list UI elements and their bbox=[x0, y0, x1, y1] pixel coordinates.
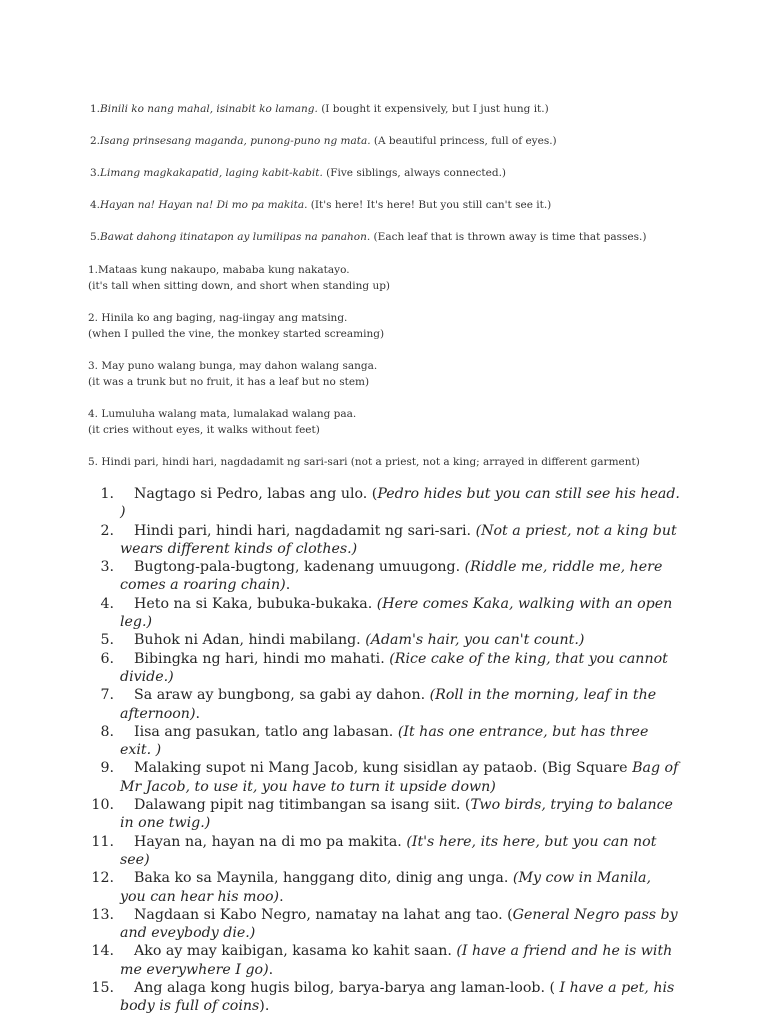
list-item bbox=[90, 595, 680, 632]
list-number: 10. bbox=[91, 797, 114, 814]
riddle-tail: . bbox=[195, 705, 200, 722]
list-number: 15. bbox=[91, 980, 114, 997]
riddle-english: General Negro pass by and eveybody die.) bbox=[120, 906, 678, 942]
riddle-list-1 bbox=[90, 101, 750, 261]
list-number: 4. bbox=[100, 595, 114, 612]
list-item bbox=[90, 979, 680, 1016]
riddle-english: (Here comes Kaka, walking with an open leg.) bbox=[120, 595, 673, 631]
riddle-number: 3. bbox=[90, 167, 101, 179]
riddle-tagalog: Isang prinsesang maganda, punong-puno ng mata. bbox=[100, 135, 371, 147]
list-number: 13. bbox=[91, 906, 114, 923]
riddle-english: (My cow in Manila, you can hear his moo) bbox=[120, 870, 652, 905]
list-number: 7. bbox=[100, 687, 114, 704]
riddle-tagalog: 2. Hinila ko ang baging, nag-iingay ang matsing. bbox=[88, 312, 348, 324]
riddle-english: (Rice cake of the king, that you cannot divide.) bbox=[120, 650, 668, 685]
list-item bbox=[90, 759, 680, 796]
list-number: 11. bbox=[91, 833, 114, 850]
list-item bbox=[90, 942, 680, 979]
riddle-tail: . bbox=[285, 577, 291, 594]
riddle-tagalog: Bawat dahong itinatapon ay lumilipas na panahon. bbox=[100, 231, 371, 243]
list-item bbox=[90, 796, 680, 833]
riddle-tail: . bbox=[279, 888, 284, 905]
list-item bbox=[90, 485, 680, 522]
riddle-english: (when I pulled the vine, the monkey started screaming) bbox=[88, 328, 385, 340]
riddle-english: (Five siblings, always connected.) bbox=[322, 167, 507, 179]
list-number: 14. bbox=[91, 943, 114, 960]
riddle-english: (it cries without eyes, it walks without feet) bbox=[88, 424, 320, 436]
riddle-english: (Adam's hair, you can't count.) bbox=[365, 632, 585, 649]
riddle-item bbox=[88, 358, 748, 406]
riddle-number: 4. bbox=[90, 199, 101, 211]
riddle-tagalog: 1.Mataas kung nakaupo, mababa kung nakatayo. bbox=[88, 264, 350, 276]
riddle-number: 1. bbox=[90, 103, 101, 115]
list-number: 9. bbox=[100, 760, 114, 777]
list-number: 6. bbox=[100, 650, 114, 667]
riddle-item bbox=[90, 229, 750, 261]
riddle-item bbox=[90, 165, 750, 197]
riddle-english: (I have a friend and he is with me everywhere I go) bbox=[120, 943, 673, 978]
riddle-tagalog: Ang alaga kong hugis bilog, barya-barya ang laman-loob. ( bbox=[134, 980, 560, 997]
riddle-number: 2. bbox=[90, 135, 101, 147]
riddle-tagalog: Sa araw ay bungbong, sa gabi ay dahon. bbox=[134, 687, 430, 704]
riddle-list-3 bbox=[90, 485, 680, 1016]
list-number: 2. bbox=[100, 522, 114, 539]
riddle-tagalog: Hayan na, hayan na di mo pa makita. bbox=[134, 833, 407, 850]
riddle-tagalog: Limang magkakapatid, laging kabit-kabit. bbox=[100, 167, 323, 179]
list-item bbox=[90, 869, 680, 906]
list-number: 3. bbox=[100, 559, 114, 576]
list-item bbox=[90, 723, 680, 760]
riddle-tagalog: Hayan na! Hayan na! Di mo pa makita. bbox=[100, 199, 308, 211]
riddle-tail: ). bbox=[259, 998, 270, 1015]
riddle-tagalog: Iisa ang pasukan, tatlo ang labasan. bbox=[134, 723, 398, 740]
riddle-item bbox=[88, 454, 748, 474]
list-item bbox=[90, 906, 680, 943]
riddle-number: 5. bbox=[90, 231, 101, 243]
riddle-english: (It's here, its here, but you can not see) bbox=[120, 833, 657, 868]
riddle-english: (it was a trunk but no fruit, it has a leaf but no stem) bbox=[88, 376, 370, 388]
riddle-english: (I bought it expensively, but I just hung it.) bbox=[317, 103, 549, 115]
riddle-english: (Each leaf that is thrown away is time that passes.) bbox=[370, 231, 647, 243]
list-item bbox=[90, 522, 680, 559]
riddle-tagalog: Hindi pari, hindi hari, nagdadamit ng sari-sari. bbox=[134, 522, 476, 539]
riddle-tagalog: 3. May puno walang bunga, may dahon walang sanga. bbox=[88, 360, 378, 372]
list-number: 12. bbox=[91, 870, 114, 887]
list-number: 5. bbox=[100, 632, 114, 649]
list-number: 1. bbox=[100, 486, 114, 502]
riddle-english: Pedro hides but you can still see his head. ) bbox=[120, 486, 680, 521]
riddle-tagalog: Heto na si Kaka, bubuka-bukaka. bbox=[134, 595, 377, 612]
riddle-english: (Riddle me, riddle me, here comes a roaring chain) bbox=[120, 559, 663, 594]
riddle-tagalog: Buhok ni Adan, hindi mabilang. bbox=[134, 632, 366, 649]
riddle-tagalog: Binili ko nang mahal, isinabit ko lamang. bbox=[100, 103, 318, 115]
riddle-english: (it's tall when sitting down, and short when standing up) bbox=[88, 280, 391, 292]
list-number: 8. bbox=[100, 723, 114, 740]
riddle-english: (It has one entrance, but has three exit. ) bbox=[120, 723, 649, 759]
riddle-tagalog: 5. Hindi pari, hindi hari, nagdadamit ng sari-sari (not a priest, not a king; arrayed in different garment) bbox=[88, 456, 640, 468]
riddle-english: Bag of Mr Jacob, to use it, you have to turn it upside down) bbox=[120, 760, 679, 795]
riddle-item bbox=[90, 133, 750, 165]
riddle-english: (It's here! It's here! But you still can't see it.) bbox=[307, 199, 552, 211]
riddle-item bbox=[90, 197, 750, 229]
riddle-tagalog: Nagdaan si Kabo Negro, namatay na lahat ang tao. ( bbox=[134, 906, 513, 923]
riddle-tagalog: Bibingka ng hari, hindi mo mahati. bbox=[134, 650, 390, 667]
riddle-tagalog: Bugtong-pala-bugtong, kadenang umuugong. bbox=[134, 559, 465, 576]
riddle-english: Two birds, trying to balance in one twig.) bbox=[120, 797, 673, 832]
riddle-tagalog: 4. Lumuluha walang mata, lumalakad walang paa. bbox=[88, 408, 357, 420]
riddle-tagalog: Nagtago si Pedro, labas ang ulo. ( bbox=[134, 486, 378, 502]
riddle-item bbox=[88, 406, 748, 454]
riddle-english: (Not a priest, not a king but wears different kinds of clothes.) bbox=[120, 522, 677, 557]
riddle-english: I have a pet, his body is full of coins bbox=[120, 980, 675, 1015]
riddle-item bbox=[90, 101, 750, 133]
riddle-item bbox=[88, 262, 748, 310]
riddle-tagalog: Ako ay may kaibigan, kasama ko kahit saan. bbox=[134, 943, 457, 960]
riddle-tagalog: Dalawang pipit nag titimbangan sa isang siit. ( bbox=[134, 797, 471, 814]
list-item bbox=[90, 686, 680, 723]
list-item bbox=[90, 631, 680, 649]
riddle-list-2 bbox=[88, 262, 748, 474]
list-item bbox=[90, 558, 680, 595]
riddle-tagalog: Baka ko sa Maynila, hanggang dito, dinig ang unga. bbox=[134, 870, 513, 887]
riddle-item bbox=[88, 310, 748, 358]
riddle-tail: . bbox=[268, 961, 274, 978]
list-item bbox=[90, 833, 680, 870]
riddle-english: (A beautiful princess, full of eyes.) bbox=[370, 135, 557, 147]
riddle-tagalog: Malaking supot ni Mang Jacob, kung sisidlan ay pataob. (Big Square bbox=[134, 760, 633, 777]
list-item bbox=[90, 650, 680, 687]
riddle-english: (Roll in the morning, leaf in the afternoon) bbox=[120, 687, 657, 722]
